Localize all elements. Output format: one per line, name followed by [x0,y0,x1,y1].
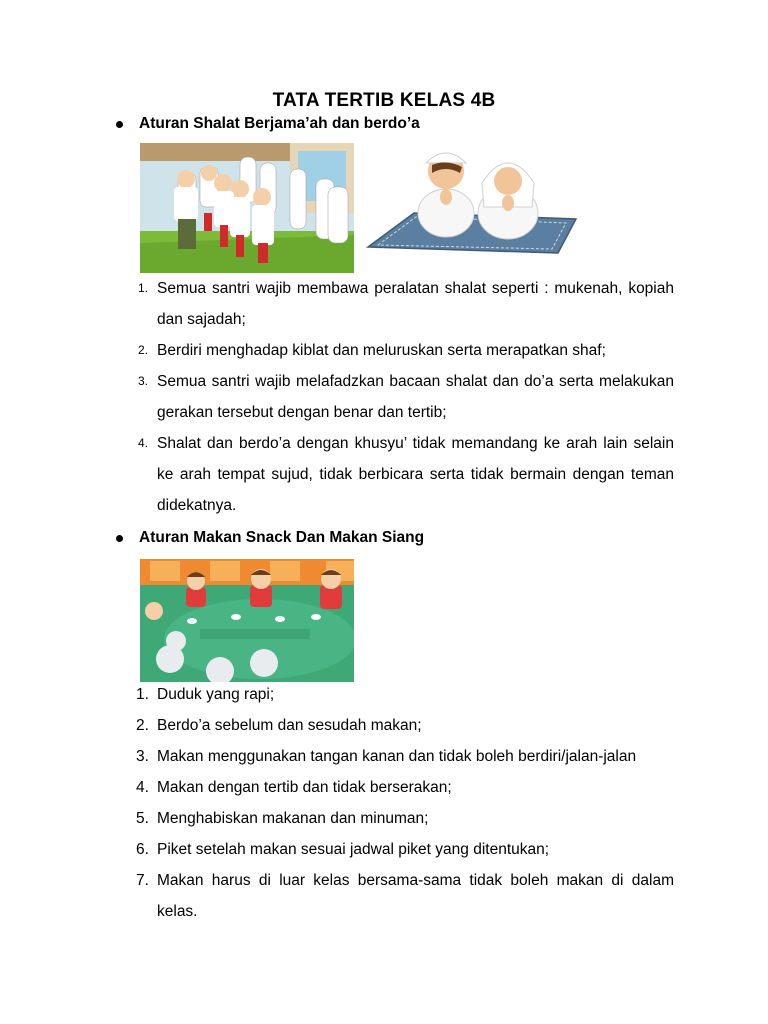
list-item-text: Shalat dan berdo’a dengan khusyu’ tidak memandang ke arah lain selain ke arah tempat sujud, tidak berbicara serta tidak bermain dengan teman didekatnya. [157,435,674,514]
list-number: 5. [136,810,149,827]
section-heading-text: Aturan Makan Snack Dan Makan Siang [139,529,425,546]
list-number: 1. [138,281,149,295]
list-item-text: Makan menggunakan tangan kanan dan tidak boleh berdiri/jalan-jalan [157,748,637,765]
makan-rules-list [138,679,674,927]
list-item-text: Piket setelah makan sesuai jadwal piket yang ditentukan; [157,841,550,858]
shalat-rules-list [138,273,674,521]
list-item-text: Duduk yang rapi; [157,686,275,703]
list-item [138,834,674,865]
list-item-text: Berdiri menghadap kiblat dan meluruskan serta merapatkan shaf; [157,342,606,359]
list-item [138,428,674,521]
list-item [138,335,674,366]
list-number: 7. [136,872,149,889]
list-item [138,803,674,834]
list-item [138,366,674,428]
list-number: 1. [136,686,149,703]
list-number: 3. [138,374,149,388]
list-number: 3. [136,748,149,765]
section-heading-makan [116,529,424,547]
list-item [138,741,674,772]
list-item [138,710,674,741]
list-item-text: Semua santri wajib membawa peralatan shalat seperti : mukenah, kopiah dan sajadah; [157,280,674,328]
list-item [138,772,674,803]
list-item [138,679,674,710]
children-praying-illustration [362,143,582,261]
section-heading-text: Aturan Shalat Berjama’ah dan berdo’a [139,115,420,132]
page-title: TATA TERTIB KELAS 4B [272,90,496,111]
list-number: 4. [138,436,149,450]
list-item [138,865,674,927]
bullet-icon [116,121,123,128]
children-eating-illustration [140,559,354,682]
bullet-icon [116,535,123,542]
list-number: 2. [136,717,149,734]
list-item-text: Menghabiskan makanan dan minuman; [157,810,429,827]
list-number: 2. [138,343,149,357]
list-number: 6. [136,841,149,858]
list-item-text: Makan harus di luar kelas bersama-sama tidak boleh makan di dalam kelas. [157,872,674,920]
list-item-text: Makan dengan tertib dan tidak berserakan; [157,779,452,796]
list-item-text: Berdo’a sebelum dan sesudah makan; [157,717,422,734]
group-prayer-illustration [140,143,354,273]
list-number: 4. [136,779,149,796]
list-item-text: Semua santri wajib melafadzkan bacaan shalat dan do’a serta melakukan gerakan tersebut dengan benar dan tertib; [157,373,674,421]
section-heading-shalat [116,115,420,133]
list-item [138,273,674,335]
